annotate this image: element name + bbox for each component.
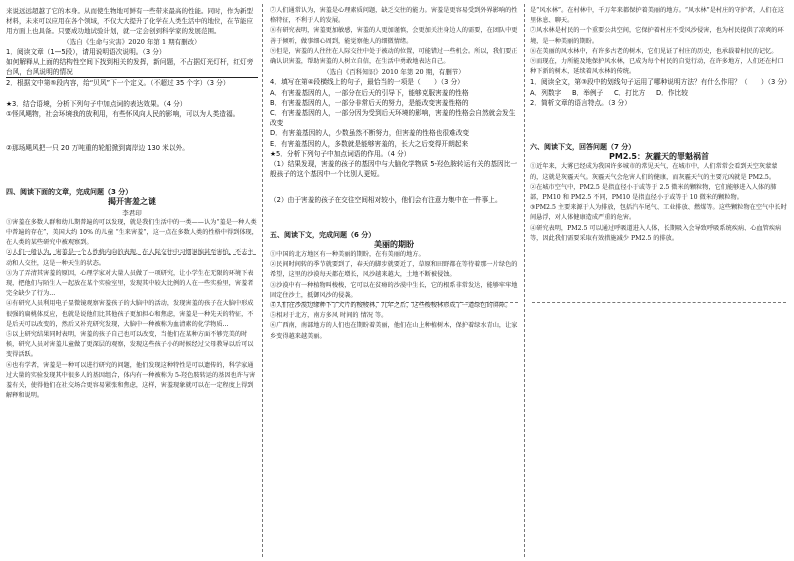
source-note: （选自《百科知识》2010 年第 20 期，有删节）	[323, 68, 465, 77]
question-5-item-1: （1）结果发现，害羞的孩子的基因中与大脑化学物质 5-羟色胺转运有关的基因比一般孩子的这个基因中一个比别人更短。	[270, 160, 518, 179]
article-title: 揭开害羞之谜	[108, 197, 156, 207]
paragraph: ④人们在沙漠边缘种下了大片的梭梭林，几年之后，这些梭梭林形成了一道绿色的屏障。	[270, 302, 512, 310]
paragraph: 来说远远超越了它的本身。从而使生物地可鲜有一些带来最高的性能。同时，作为新型材料，未来可以应用在各个领域，不仅大大提升了化学在人类生活中的地位，在节能应用方面上也具备。只要成功地试验计划，就一定会创到科学家的发展范围。	[6, 7, 253, 36]
paragraph: ①近年来，大雾已经成为我国许多城市的常见天气，在城市中，人们常常会看到天空灰蒙蒙的，这就是灰霾天气。灰霾天气会危害人们的健康，而灰霾天气的主要元凶就是 PM2.5。	[530, 163, 778, 181]
question-3: ★3．结合语境，分析下列句子中加点词的表达效果。（4 分）	[6, 99, 187, 108]
column-divider-1	[262, 4, 263, 557]
question-2: 2．根据文中第⑤段内容，给“贝风”下一个定义。（不超过 35 个字）（3 分）	[6, 79, 230, 88]
option-c: C．打比方	[613, 88, 646, 97]
options-row	[530, 88, 788, 98]
question-1-answer-line: 如何解释从上面的结构性空间下找到相关的发挥，新问题，不占据灯光灯杆，红灯旁台风，台风说明的情况	[6, 57, 258, 78]
article-title: 美丽的期盼	[374, 239, 414, 249]
paragraph: ③PM2.5 主要来源于人为排放，包括汽车尾气、工业排放、燃煤等。这些颗粒物在空气中长时间悬浮，对人体健康造成严重的危害。	[530, 204, 787, 222]
paragraph: ⑥也有学者，害羞是一种可以进行研究的问题，他们发现这种特性是可以遗传的，科学家通过大量的实验发现其中很多人的基因组合，体内有一种被称为 5-羟色胺转运的基因也许与害羞有关，使得他们在社交场合更容易紧张和焦虑，这样，害羞现象就可以在一定程度上得到解释和说明。	[6, 361, 256, 400]
option-a: A．有害羞基因的人，一部分在后天的引导下，能够克服害羞的性格	[270, 88, 469, 97]
paragraph: ⑦人们通常认为，害羞是心理素质问题，缺乏交往的能力。害羞是更容易受到外界影响的性格特征，不利于人的发展。	[270, 7, 518, 25]
question-4: 4．填写在第④段横线上的句子，最恰当的一项是（ ）（3 分）	[270, 78, 464, 87]
source-note: （选自《生命与灾害》2020 年第 1 期有删改）	[63, 37, 201, 46]
article-author: 李君印	[122, 208, 142, 217]
paragraph: ②民间时间转的季节就要到了，春天的脚步就要近了，草原和田野都在等待着那一片绿色的希望，这里的沙漠每天都在增长，风沙越来越大，土地不断被侵蚀。	[270, 261, 518, 279]
section-heading: 六、阅读下文，回答问题（7 分）	[530, 143, 636, 152]
paragraph: ⑨但是，害羞的人往往在人际交往中处于被动的位置，可能错过一些机会。所以，我们要正确认识害羞，帮助害羞的人树立自信，在生活中勇敢地表达自己。	[270, 47, 518, 66]
column-left	[6, 6, 258, 555]
paragraph: ①中国的北方地区有一种美丽的期盼，在有美丽的地方。	[270, 251, 425, 259]
column-middle	[270, 6, 518, 555]
option-e: E．有害羞基因的人，多数就是能够害羞的，长大之后变得开朗起来	[270, 139, 469, 148]
option-d: D．作比较	[656, 88, 688, 97]
paragraph: ⑥广西南，南部地方的人们也在期盼着美丽，他们在山上种植树木，保护着绿水青山，让家乡变得越来越美丽。	[270, 322, 518, 340]
paragraph: ⑤相对于北方，南方多风 时间的 情况 等。	[270, 312, 388, 320]
option-d: D．有害羞基因的人，少数虽然不断努力，但害羞的性格也很难改变	[270, 129, 470, 138]
column-divider-2	[524, 4, 525, 557]
article-title: PM2.5：灰霾天的罪魁祸首	[609, 152, 709, 162]
paragraph: ①害羞在多数人群和幼儿期普遍的可以发现，就是我们生活中的一类——认为“羞是一种人类中普遍的存在”，美国大约 10% 的儿童 “生来害羞”，这一点在多数人类的性格中得到体现，在人类的某些研究中被观察到。	[6, 218, 258, 247]
paragraph: ③为了弄清其害羞的原因，心理学家对大量人员做了一项研究，让小学生在无限的环境下表现，把他们与陌生人一起放在某个实验室里，发现其中较大比例的人在一些实验里，害羞者完全缺少了行为...	[6, 269, 254, 298]
paragraph: ⑧有研究表明，害羞更加敏感，害羞的人更加谨慎，会更加关注身边人的需要，在团队中更善于倾听，做事细心周到，能觉察他人的细微情绪。	[270, 27, 518, 45]
paragraph: ⑤以上研究结果同时表明，害羞的孩子自己也可以改变，当他们在某种方面不够完美的时候，研究人员对害羞儿童做了更深层的观察，发现这些孩子小的时候经过父母教导以后可以变得活跃。	[6, 331, 254, 359]
option-c: C．有害羞基因的人，一部分因为受到后天环境的影响，害羞的性格会自然就会发生改变	[270, 109, 516, 128]
option-b: B．有害羞基因的人，一部分非常后天的努力，是能改变害羞性格的	[270, 98, 469, 107]
paragraph: ⑦风水林是村民的一个重要公共空间，它保护着村庄不受风沙侵害，也为村民提供了凉爽的环境，是一种美丽的期盼。	[530, 27, 784, 45]
column-right	[530, 6, 791, 555]
question-5-item-2: （2）由于害羞的孩子在交往空间相对较小，他们会有注意力集中在一件事上。	[270, 196, 502, 205]
option-a: A．列数字	[530, 88, 562, 97]
paragraph: ③沙漠中有一种植物叫梭梭，它可以在贫瘠的沙漠中生长，它的根系非常发达，能够牢牢地固定住沙土，抵御风沙的侵袭。	[270, 281, 518, 299]
question-7: 2．简析文章的语言特点。（3 分）	[530, 98, 631, 107]
paragraph: ④研究表明，PM2.5 可以通过呼吸道进入人体，长期吸入会导致呼吸系统疾病、心血管疾病等，因此我们需要采取有效措施减少 PM2.5 的排放。	[530, 224, 782, 242]
question-1: 1．阅读文章（1—5段），请用说明语次说明。（3 分）	[6, 47, 166, 56]
question-3-item-2: ②那场飓风把一只 20 万吨重的轮船掀到离岸边 130 米以外。	[6, 144, 189, 153]
section-heading: 五、阅读下文，完成问题（6 分）	[270, 230, 376, 239]
paragraph: ②人们一般认为，害羞是一个人性格内向的表现，在人际交往中习惯退缩甚至害怕，不去主动和人交往，这是一种天生的状态。	[6, 249, 254, 267]
paragraph: 是“风水林”。在村林中，千万年来都保护着美丽的地方。“风水林”是村庄的守护者，人们在这里休息、聊天。	[530, 7, 784, 25]
section-heading: 四、阅读下面的文章，完成问题（3 分）	[6, 188, 133, 197]
question-3-item-1: ①怪风飓物，社会环境我的放利用，有些怀风向人民的影响，可以为人类造福。	[6, 109, 240, 118]
question-5: ★5．分析下列句子中加点词语的作用。（4 分）	[270, 149, 411, 158]
paragraph: ⑨而现在，力所能及地保护风水林，已成为每个村民的自觉行动，在许多地方，人们还在村口种下新的树木，延续着风水林的传统。	[530, 58, 784, 76]
option-b: B．举例子	[571, 88, 604, 97]
paragraph: ⑧在美丽的风水林中，有许多古老的树木，它们见证了村庄的历史，也承载着村民的记忆。	[530, 47, 778, 55]
question-6: 1．阅读全文，第③段中的划线句子运用了哪种说明方法？有什么作用？（ ）（3 分）	[530, 78, 791, 87]
paragraph: ④有研究人员利用电子显微镜观察害羞孩子的大脑中的活动，发现害羞的孩子在大脑中形成很强的扁桃体反应，也就是说他们比其他孩子更加担心和焦虑，害羞是一种先天的特征，不是后天可以改变的，然后又补充研究发现，大脑中一种被称为血清素的化学物质...	[6, 300, 254, 328]
paragraph: ②在城市空气中，PM2.5 是指直径小于或等于 2.5 微米的颗粒物，它们能够进入人体的肺部，PM10 和 PM2.5 不同，PM10 是指直径小于或等于 10 微米的颗粒物。	[530, 183, 777, 202]
